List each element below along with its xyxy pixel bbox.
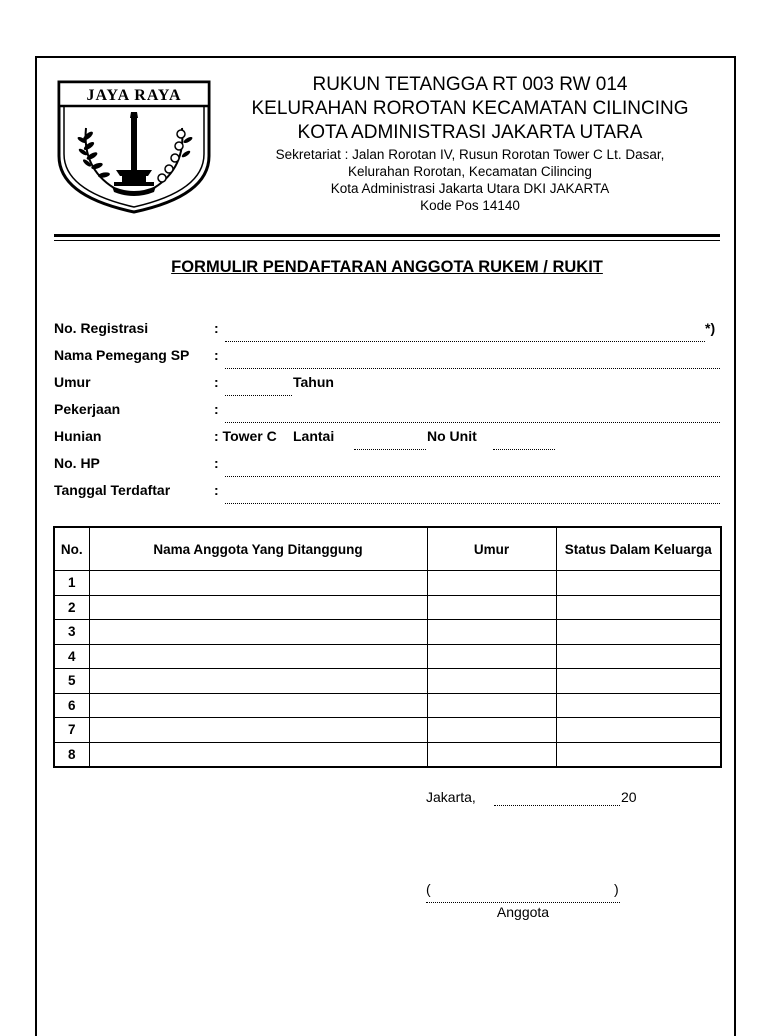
- umur-cell[interactable]: [427, 620, 556, 645]
- row-number: 3: [54, 620, 89, 645]
- nama-cell[interactable]: [89, 644, 427, 669]
- status-cell[interactable]: [556, 620, 721, 645]
- umur-cell[interactable]: [427, 718, 556, 743]
- row-number: 8: [54, 742, 89, 767]
- header-divider-thin: [54, 240, 720, 241]
- umur-cell[interactable]: [427, 669, 556, 694]
- hunian-lantai-label: Lantai: [293, 428, 335, 444]
- header-kelurahan: KELURAHAN ROROTAN KECAMATAN CILINCING: [251, 98, 689, 119]
- header-address-3: Kota Administrasi Jakarta Utara DKI JAKARTA: [330, 181, 610, 196]
- registrasi-note: *): [705, 320, 716, 336]
- colon: :: [214, 455, 219, 471]
- label-no-hp: No. HP: [54, 455, 100, 471]
- status-cell[interactable]: [556, 595, 721, 620]
- colon: :: [214, 347, 219, 363]
- header-kota: KOTA ADMINISTRASI JAKARTA UTARA: [297, 122, 643, 143]
- table-row: [54, 595, 721, 620]
- no-hp-field[interactable]: [225, 476, 720, 477]
- signature-date-field[interactable]: [494, 805, 620, 806]
- col-header-status: Status Dalam Keluarga: [556, 527, 721, 571]
- nama-cell[interactable]: [89, 595, 427, 620]
- hunian-unit-label: No Unit: [427, 428, 477, 444]
- umur-field[interactable]: [225, 395, 292, 396]
- row-number: 1: [54, 571, 89, 596]
- signature-place: Jakarta,: [426, 789, 476, 805]
- umur-cell[interactable]: [427, 742, 556, 767]
- table-header-row: [54, 527, 721, 571]
- table-row: [54, 669, 721, 694]
- colon: :: [214, 374, 219, 390]
- status-cell[interactable]: [556, 693, 721, 718]
- members-table: [53, 526, 722, 768]
- no-registrasi-field[interactable]: [225, 341, 705, 342]
- form-title: FORMULIR PENDAFTARAN ANGGOTA RUKEM / RUKIT: [171, 258, 603, 276]
- label-hunian: Hunian: [54, 428, 102, 444]
- col-header-no: No.: [54, 527, 89, 571]
- umur-cell[interactable]: [427, 571, 556, 596]
- nama-cell[interactable]: [89, 718, 427, 743]
- row-number: 6: [54, 693, 89, 718]
- row-number: 5: [54, 669, 89, 694]
- row-number: 4: [54, 644, 89, 669]
- signature-open-paren: (: [426, 881, 431, 897]
- signature-name-field[interactable]: [426, 902, 620, 903]
- header-divider-thick: [54, 234, 720, 237]
- header-address-1: Sekretariat : Jalan Rorotan IV, Rusun Rorotan Tower C Lt. Dasar,: [275, 147, 665, 162]
- nama-cell[interactable]: [89, 669, 427, 694]
- label-umur: Umur: [54, 374, 91, 390]
- lantai-field[interactable]: [354, 449, 426, 450]
- nama-cell[interactable]: [89, 742, 427, 767]
- col-header-nama: Nama Anggota Yang Ditanggung: [89, 527, 427, 571]
- colon: :: [214, 320, 219, 336]
- umur-cell[interactable]: [427, 693, 556, 718]
- label-pekerjaan: Pekerjaan: [54, 401, 121, 417]
- row-number: 2: [54, 595, 89, 620]
- header-postal-code: Kode Pos 14140: [420, 198, 520, 213]
- signature-role: Anggota: [496, 904, 550, 920]
- status-cell[interactable]: [556, 644, 721, 669]
- status-cell[interactable]: [556, 669, 721, 694]
- table-row: [54, 742, 721, 767]
- label-nama-pemegang: Nama Pemegang SP: [54, 347, 190, 363]
- nama-cell[interactable]: [89, 693, 427, 718]
- umur-cell[interactable]: [427, 644, 556, 669]
- tanggal-terdaftar-field[interactable]: [225, 503, 720, 504]
- no-unit-field[interactable]: [493, 449, 555, 450]
- status-cell[interactable]: [556, 718, 721, 743]
- hunian-tower: : Tower C: [214, 428, 277, 444]
- status-cell[interactable]: [556, 571, 721, 596]
- table-row: [54, 718, 721, 743]
- table-row: [54, 693, 721, 718]
- status-cell[interactable]: [556, 742, 721, 767]
- logo-motto: JAYA RAYA: [86, 87, 182, 104]
- signature-close-paren: ): [614, 881, 619, 897]
- colon: :: [214, 482, 219, 498]
- umur-cell[interactable]: [427, 595, 556, 620]
- header-address-2: Kelurahan Rorotan, Kecamatan Cilincing: [348, 164, 592, 179]
- row-number: 7: [54, 718, 89, 743]
- table-row: [54, 620, 721, 645]
- table-row: [54, 644, 721, 669]
- signature-year: 20: [621, 789, 637, 805]
- header-rt-rw: RUKUN TETANGGA RT 003 RW 014: [312, 74, 628, 95]
- table-row: [54, 571, 721, 596]
- col-header-umur: Umur: [427, 527, 556, 571]
- nama-cell[interactable]: [89, 571, 427, 596]
- colon: :: [214, 401, 219, 417]
- jakarta-emblem-logo: [54, 78, 214, 216]
- nama-pemegang-field[interactable]: [225, 368, 720, 369]
- pekerjaan-field[interactable]: [225, 422, 720, 423]
- nama-cell[interactable]: [89, 620, 427, 645]
- umur-unit: Tahun: [293, 374, 334, 390]
- label-tanggal-terdaftar: Tanggal Terdaftar: [54, 482, 171, 498]
- label-no-registrasi: No. Registrasi: [54, 320, 149, 336]
